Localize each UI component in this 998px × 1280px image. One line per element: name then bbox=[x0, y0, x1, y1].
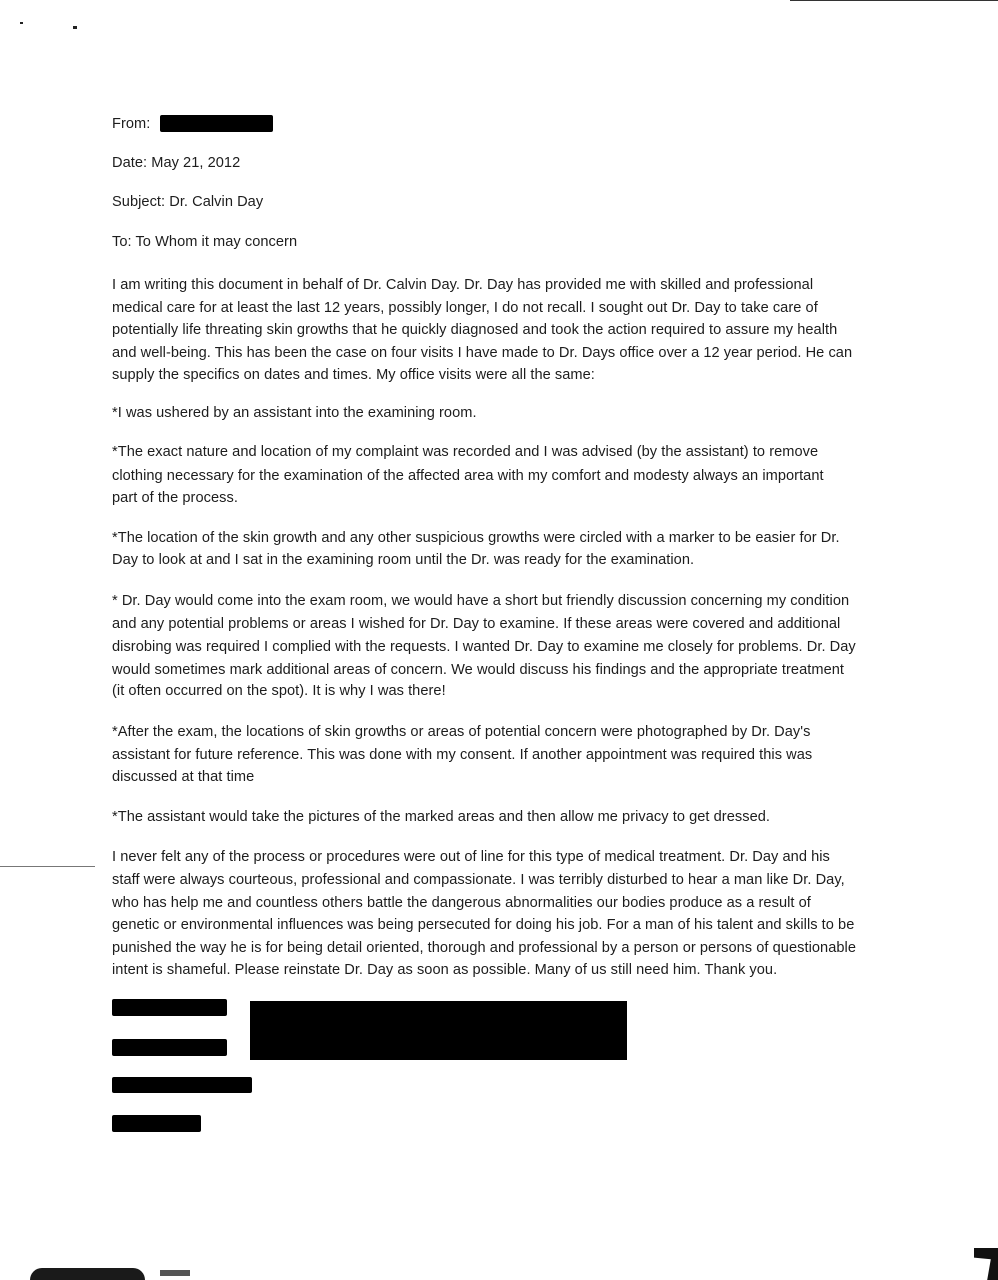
step4-line: * Dr. Day would come into the exam room, we would have a short but friendly discussion concerning my condition bbox=[112, 593, 850, 609]
intro-line: medical care for at least the last 12 years, possibly longer, I do not recall. I sought out Dr. Day to take care of bbox=[112, 300, 818, 316]
redaction-signature-line-1 bbox=[112, 999, 227, 1016]
closing-line: staff were always courteous, professional and compassionate. I was terribly disturbed to hear a man like Dr. Day, bbox=[112, 872, 845, 888]
step5-line: discussed at that time bbox=[112, 769, 255, 785]
scan-smudge bbox=[974, 1248, 998, 1280]
closing-line: I never felt any of the process or procedures were out of line for this type of medical treatment. Dr. Day and his bbox=[112, 849, 830, 865]
subject-line: Subject: Dr. Calvin Day bbox=[112, 194, 264, 210]
scan-smudge bbox=[160, 1270, 190, 1276]
scan-speck bbox=[20, 22, 23, 24]
intro-line: potentially life threating skin growths that he quickly diagnosed and took the action required to assure my health bbox=[112, 322, 838, 338]
closing-line: intent is shameful. Please reinstate Dr. Day as soon as possible. Many of us still need him. Thank you. bbox=[112, 962, 778, 978]
redaction-signature-line-3 bbox=[112, 1077, 252, 1093]
step5-line: *After the exam, the locations of skin growths or areas of potential concern were photographed by Dr. Day's bbox=[112, 724, 811, 740]
step6-line: *The assistant would take the pictures of the marked areas and then allow me privacy to get dressed. bbox=[112, 809, 771, 825]
closing-line: who has help me and countless others battle the dangerous abnormalities our bodies produce as a result of bbox=[112, 895, 811, 911]
intro-line: and well-being. This has been the case on four visits I have made to Dr. Days office over a 12 year period. He can bbox=[112, 345, 853, 361]
step4-line: and any potential problems or areas I wished for Dr. Day to examine. If these areas were covered and additional bbox=[112, 616, 841, 632]
closing-line: punished the way he is for being detail oriented, thorough and professional by a person or persons of questionable bbox=[112, 940, 856, 956]
step5-line: assistant for future reference. This was done with my consent. If another appointment was required this was bbox=[112, 747, 813, 763]
step3-line: Day to look at and I sat in the examining room until the Dr. was ready for the examination. bbox=[112, 552, 695, 568]
to-line: To: To Whom it may concern bbox=[112, 234, 298, 250]
step2-line: part of the process. bbox=[112, 490, 238, 506]
step4-line: would sometimes mark additional areas of concern. We would discuss his findings and the appropriate treatment bbox=[112, 662, 845, 678]
step4-line: (it often occurred on the spot). It is why I was there! bbox=[112, 683, 446, 699]
intro-line: supply the specifics on dates and times. My office visits were all the same: bbox=[112, 367, 595, 383]
intro-line: I am writing this document in behalf of Dr. Calvin Day. Dr. Day has provided me with skilled and professional bbox=[112, 277, 814, 293]
step3-line: *The location of the skin growth and any other suspicious growths were circled with a marker to be easier for Dr. bbox=[112, 530, 840, 546]
step4-line: disrobing was required I complied with the requests. I wanted Dr. Day to examine me closely for problems. Dr. Day bbox=[112, 639, 856, 655]
step1-line: *I was ushered by an assistant into the examining room. bbox=[112, 405, 477, 421]
scan-edge-line bbox=[790, 0, 998, 1]
closing-line: genetic or environmental influences was being persecuted for doing his job. For a man of his talent and skills to be bbox=[112, 917, 855, 933]
redaction-from bbox=[160, 115, 273, 132]
redaction-signature-block bbox=[250, 1001, 627, 1060]
redaction-signature-line-2 bbox=[112, 1039, 227, 1056]
redaction-signature-line-4 bbox=[112, 1115, 201, 1132]
step2-line: *The exact nature and location of my complaint was recorded and I was advised (by the assistant) to remove bbox=[112, 444, 819, 460]
scan-edge-line bbox=[0, 866, 95, 867]
date-line: Date: May 21, 2012 bbox=[112, 155, 241, 171]
scan-smudge bbox=[30, 1268, 145, 1280]
from-label: From: bbox=[112, 116, 151, 132]
scan-speck bbox=[73, 26, 77, 29]
step2-line: clothing necessary for the examination of the affected area with my comfort and modesty always an important bbox=[112, 468, 824, 484]
